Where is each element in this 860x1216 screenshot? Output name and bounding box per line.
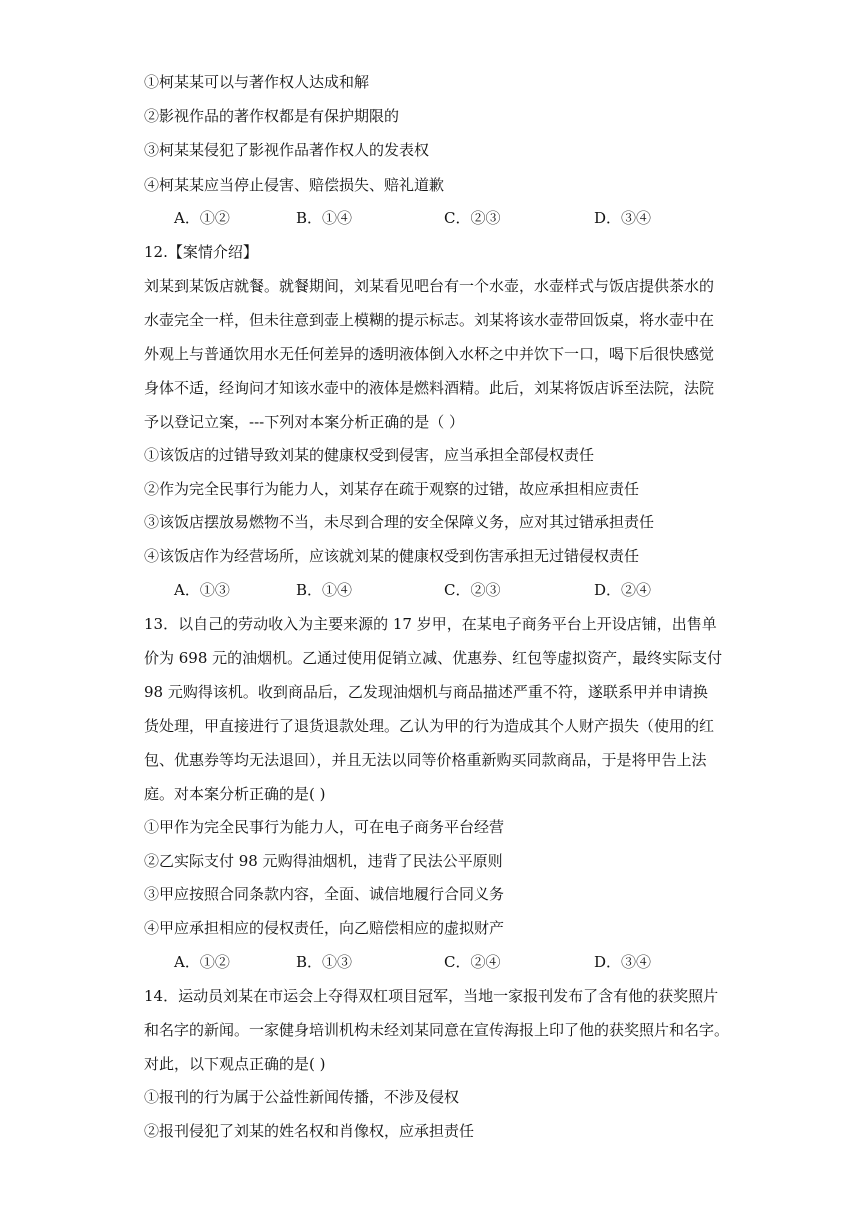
q12-statement-4: ④该饭店作为经营场所，应该就刘某的健康权受到伤害承担无过错侵权责任: [144, 547, 640, 565]
q12-body-line-2: 水壶完全一样，但未往意到壶上模糊的提示标志。刘某将该水壶带回饭桌，将水壶中在: [144, 311, 715, 329]
q13-statement-3: ③甲应按照合同条款内容，全面、诚信地履行合同义务: [144, 885, 505, 903]
q13-body-line-1: 13．以自己的劳动收入为主要来源的 17 岁甲，在某电子商务平台上开设店铺，出售单: [144, 615, 717, 633]
q12-statement-1: ①该饭店的过错导致刘某的健康权受到侵害，应当承担全部侵权责任: [144, 446, 595, 464]
q13-option-a: A．①②: [174, 953, 230, 971]
q12-body-line-1: 刘某到某饭店就餐。就餐期间，刘某看见吧台有一个水壶，水壶样式与饭店提供茶水的: [144, 277, 715, 295]
q12-option-c: C．②③: [444, 581, 501, 599]
q13-statement-4: ④甲应承担相应的侵权责任，向乙赔偿相应的虚拟财产: [144, 919, 505, 937]
q12-statement-3: ③该饭店摆放易燃物不当，未尽到合理的安全保障义务，应对其过错承担责任: [144, 513, 655, 531]
q13-body-line-3: 98 元购得该机。收到商品后，乙发现油烟机与商品描述严重不符，遂联系甲并申请换: [144, 683, 708, 701]
q14-body-line-2: 和名字的新闻。一家健身培训机构未经刘某同意在宣传海报上印了他的获奖照片和名字。: [144, 1021, 730, 1039]
q13-option-c: C．②④: [444, 953, 501, 971]
q12-option-b: B．①④: [296, 581, 353, 599]
q13-body-line-5: 包、优惠券等均无法退回），并且无法以同等价格重新购买同款商品，于是将甲告上法: [144, 751, 707, 769]
q14-statement-1: ①报刊的行为属于公益性新闻传播，不涉及侵权: [144, 1088, 460, 1106]
q11-option-a: A．①②: [174, 209, 230, 227]
q13-option-b: B．①③: [296, 953, 353, 971]
q13-option-d: D．③④: [594, 953, 652, 971]
q13-body-line-2: 价为 698 元的油烟机。乙通过使用促销立减、优惠券、红包等虚拟资产，最终实际支付: [144, 649, 723, 667]
q11-statement-1: ①柯某某可以与著作权人达成和解: [144, 73, 370, 91]
q12-body-line-3: 外观上与普通饮用水无任何差异的透明液体倒入水杯之中并饮下一口，喝下后很快感觉: [144, 345, 715, 363]
q12-option-d: D．②④: [594, 581, 652, 599]
q14-statement-2: ②报刊侵犯了刘某的姓名权和肖像权，应承担责任: [144, 1122, 475, 1140]
q11-statement-3: ③柯某某侵犯了影视作品著作权人的发表权: [144, 141, 430, 159]
q14-body-line-1: 14．运动员刘某在市运会上夺得双杠项目冠军，当地一家报刊发布了含有他的获奖照片: [144, 987, 719, 1005]
q13-statement-2: ②乙实际支付 98 元购得油烟机，违背了民法公平原则: [144, 852, 503, 870]
q13-body-line-4: 货处理，甲直接进行了退货退款处理。乙认为甲的行为造成其个人财产损失（使用的红: [144, 717, 715, 735]
q12-body-line-5: 予以登记立案，---下列对本案分析正确的是（ ）: [144, 413, 464, 431]
q12-option-a: A．①③: [174, 581, 230, 599]
q11-option-d: D．③④: [594, 209, 652, 227]
q12-body-line-4: 身体不适，经询问才知该水壶中的液体是燃料酒精。此后，刘某将饭店诉至法院，法院: [144, 379, 715, 397]
q14-body-line-3: 对此，以下观点正确的是( ): [144, 1055, 326, 1073]
q12-statement-2: ②作为完全民事行为能力人，刘某存在疏于观察的过错，故应承担相应责任: [144, 480, 640, 498]
q13-body-line-6: 庭。对本案分析正确的是( ): [144, 785, 326, 803]
q12-heading: 12.【案情介绍】: [144, 243, 258, 261]
q11-statement-4: ④柯某某应当停止侵害、赔偿损失、赔礼道歉: [144, 176, 445, 194]
q11-option-c: C．②③: [444, 209, 501, 227]
q13-statement-1: ①甲作为完全民事行为能力人，可在电子商务平台经营: [144, 818, 505, 836]
q11-statement-2: ②影视作品的著作权都是有保护期限的: [144, 107, 400, 125]
q11-option-b: B．①④: [296, 209, 353, 227]
